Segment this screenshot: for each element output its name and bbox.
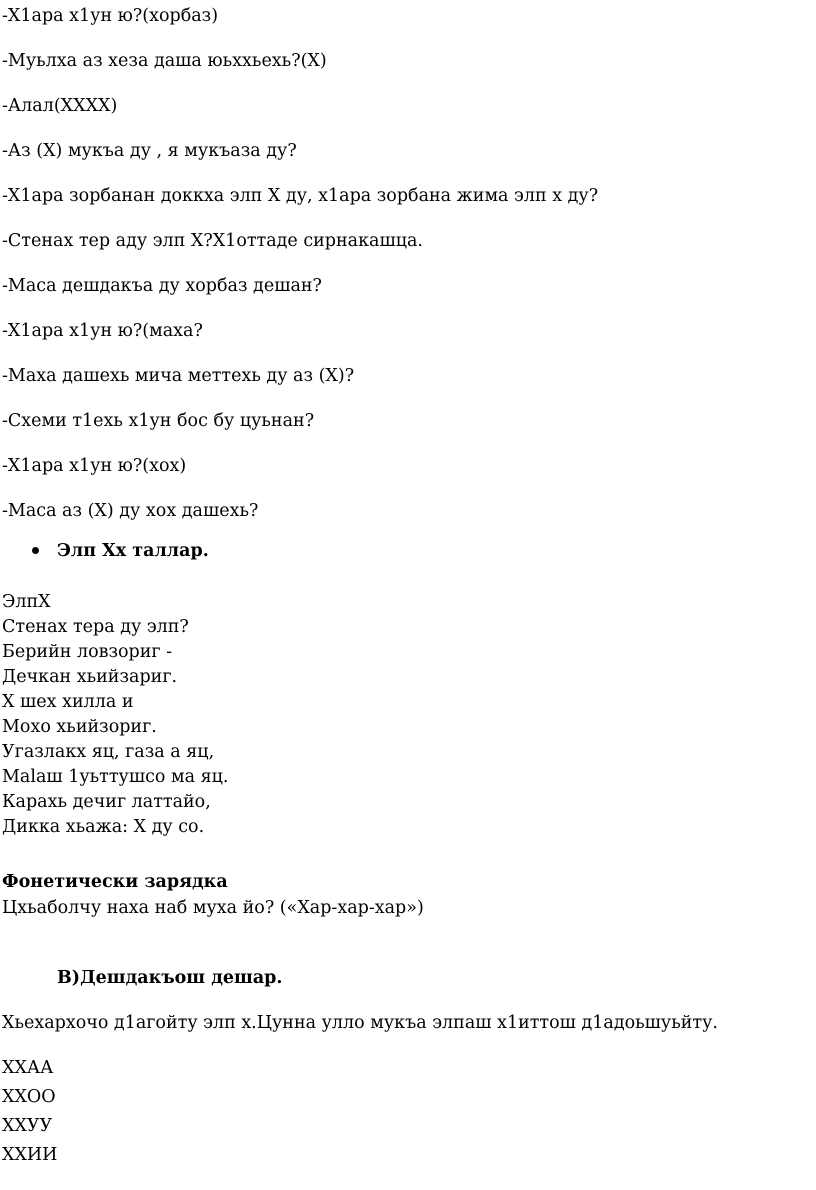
dialogue-line-2: -Муьлха аз хеза даша юьххьехь?(Х): [2, 51, 327, 71]
poem-line-3: Берийн ловзориг -: [2, 642, 173, 662]
poem-line-1: ЭлпХ: [2, 592, 51, 612]
phonetic-heading: Фонетически зарядка: [2, 872, 228, 892]
dialogue-line-9: -Маха дашехь мича меттехь ду аз (Х)?: [2, 366, 355, 386]
section-b-heading: В)Дешдакъош дешар.: [57, 968, 283, 988]
poem-line-4: Дечкан хьийзариг.: [2, 667, 178, 687]
phonetic-text: Цхьаболчу наха наб муха йо? («Хар-хар-хар»): [2, 898, 424, 918]
dialogue-line-10: -Схеми т1ехь х1ун бос бу цуьнан?: [2, 411, 315, 431]
syllable-line-3: ХХУУ: [2, 1116, 53, 1136]
dialogue-line-8: -Х1ара х1ун ю?(маха?: [2, 321, 203, 341]
dialogue-line-5: -Х1ара зорбанан доккха элп Х ду, х1ара зорбана жима элп х ду?: [2, 186, 599, 206]
poem-line-7: Угазлакх яц, газа а яц,: [2, 742, 215, 762]
dialogue-line-11: -Х1ара х1ун ю?(хох): [2, 456, 187, 476]
syllable-line-1: ХХАА: [2, 1058, 54, 1078]
bullet-icon: [32, 547, 39, 554]
dialogue-line-4: -Аз (Х) мукъа ду , я мукъаза ду?: [2, 141, 297, 161]
poem-line-6: Мохо хьийзориг.: [2, 717, 157, 737]
syllable-line-2: ХХОО: [2, 1087, 56, 1107]
poem-line-8: Маlаш 1уьттушсо ма яц.: [2, 767, 229, 787]
syllable-line-4: ХХИИ: [2, 1145, 58, 1165]
dialogue-line-7: -Маса дешдакъа ду хорбаз дешан?: [2, 276, 322, 296]
poem-line-2: Стенах тера ду элп?: [2, 617, 189, 637]
poem-line-10: Дикка хьажа: Х ду со.: [2, 817, 205, 837]
section-b-text: Хьехархочо д1агойту элп х.Цунна улло мукъа элпаш х1иттош д1адоьшуьйту.: [2, 1013, 718, 1033]
dialogue-line-12: -Маса аз (Х) ду хох дашехь?: [2, 501, 259, 521]
poem-line-5: Х шех хилла и: [2, 692, 134, 712]
dialogue-line-1: -Х1ара х1ун ю?(хорбаз): [2, 6, 219, 26]
dialogue-line-6: -Стенах тер аду элп Х?Х1оттаде сирнакашца.: [2, 231, 423, 251]
bullet-heading: Элп Хх таллар.: [57, 541, 209, 561]
poem-line-9: Карахь дечиг латтайо,: [2, 792, 211, 812]
dialogue-line-3: -Алал(ХХХХ): [2, 96, 118, 116]
